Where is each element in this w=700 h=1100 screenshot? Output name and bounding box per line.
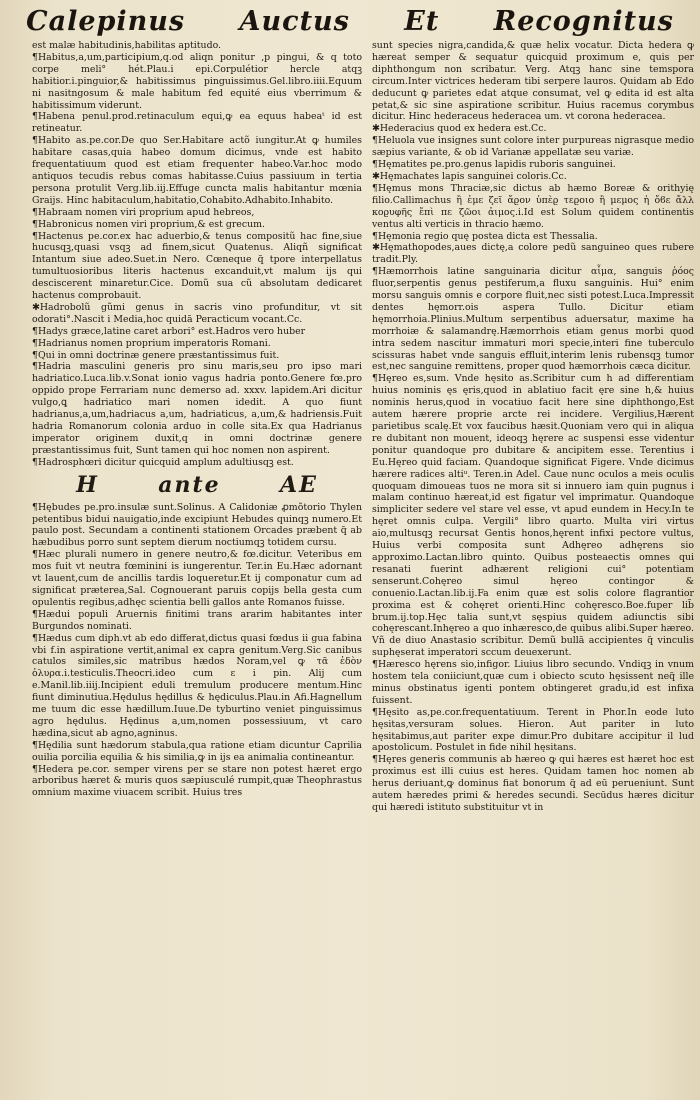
dictionary-entry: ¶Habraam nomen viri proprium apud hebreos, xyxy=(32,206,255,218)
dictionary-entry: sunt species nigra,candida,& quæ helix vocatur. Dicta hedera ꝙ hæreat semper & sequatur quicquid proximum e, quis per diphthongum non scribatur. Verg. Atqꝫ hanc sine temspora circum.Inter victrices hederam tibi serpere lauros. Quidam ab Edo deducunt ꝙ parietes edat atque consumat, vel ꝙ edita id est alta petat,& sic sine aspiratione scribitur. Huius racemus corymbus dicitur. Hinc hederaceus hederacea um. vt corona hederacea. xyxy=(372,40,694,123)
dictionary-entry: ¶Hæresco hęrens sio,infigor. Liuius libro secundo. Vndiqꝫ in vnum hostem tela coniiciunt,quæ cum i obiecto scuto hęsissent neq̃ ille minus obstinatus igenti pontem obtingeret gradu,id est infixa fuissent. xyxy=(372,659,694,706)
running-header xyxy=(0,6,700,44)
header-word: Auctus xyxy=(239,6,350,37)
left-text-column xyxy=(32,40,362,799)
dictionary-entry: est malæ habitudinis,habilitas aptitudo. xyxy=(32,40,222,51)
right-text-column xyxy=(372,40,694,814)
dictionary-entry: ¶Hęres generis communis ab hæreo ꝙ qui hæres est hæret hoc est proximus est illi cuius est heres. Quidam tamen hoc nomen ab herus deriuant,ꝙ dominus fiat bonorum q̃ ad eū perueniunt. Sunt autem hæredes primi & heredes secundi. Secūdus hæres dicitur qui hæredi istituto substituitur vt in xyxy=(372,754,694,813)
section-heading-left: H xyxy=(76,471,99,498)
dictionary-entry: ✱Hadrobolũ gũmi genus in sacris vino profunditur, vt sit odorati°.Nascit i Media,hoc quidā Peracticum vocant.Cc. xyxy=(32,301,362,325)
dictionary-entry: ¶Hędilia sunt hædorum stabula,qua ratione etiam dicuntur Caprilia ouilia porcilia equilia & his similia,ꝙ in ijs ea animalia contineantur. xyxy=(32,739,362,763)
dictionary-entry: ¶Qui in omni doctrinæ genere præstantissimus fuit. xyxy=(32,349,280,361)
dictionary-entry: ¶Hæmorrhois latine sanguinaria dicitur αἷμα, sanguis ῥόος fluor,serpentis genus pestiferum,a fluxu sanguinis. Hui° enim morsu sanguis omnis e corpore fluit,nec sisti potest.Luca.Impressit dentes hęmorr.ois aspera Tullo. Dicitur etiam hęmorrhoia.Plinius.Multum serpentibus aduersatur, maxime ha morrhoiæ & salamandrę.Hæmorrhois etiam genus morbi quod intra sedem nascitur immaturi mori specie,interi fine tuberculo scissuras habet vnde sanguis effluit,interim lenis rubensqꝫ tumor est,nec sanguine remittens, proper quod hæmorrhois cæca dicitur. xyxy=(372,266,694,373)
dictionary-entry: ¶Hęsito as,pe.cor.frequentatiuum. Terent in Phor.In eode luto hęsitas,versuram solues. Hieron. Aut pariter in luto hęsitabimus,aut pariter expe dimur.Pro dubitare accipitur il lud apostolicum. Postulet in fide nihil hęsitans. xyxy=(372,706,694,754)
dictionary-entry: ¶Hęmonia regio quę postea dicta est Thessalia. xyxy=(372,230,598,242)
dictionary-entry: ✱Hęmachates lapis sanguinei coloris.Cc. xyxy=(372,170,567,182)
dictionary-entry: ¶Hactenus pe.cor.ex hac aduerbio,& tenus compositũ hac fine,siue hucusqꝫ,quasi vsqꝫ ad finem,sicut Quatenus. Aliqñ significat Intantum siue adeo.Suet.in Nero. Cœneque q̃ tpore interpellatus tumultuosioribus literis hactenus excanduit,vt malum ijs qui desciscerent minaretur.Cice. Domũ sua cũ absolutam dedicaret hactenus comprobauit. xyxy=(32,230,362,302)
dictionary-entry: ¶Hębudes pe.pro.insulæ sunt.Solinus. A Calidoniæ ꝓmõtorio Thylen petentibus bidui nauigatio,inde excipiunt Hebudes quinqꝫ numero.Et paulo post. Secundam a continenti stationem Orcades præbent q̃ ab hæbudibus porro sunt septem dierum noctiumqꝫ totidem cursu. xyxy=(32,501,362,549)
dictionary-entry: ¶Habito as.pe.cor.De quo Ser.Habitare actõ iungitur.At ꝙ humiles habitare casas,quia habeo domum dicimus, vnde est habito frequentatiuum quod est etiam frequenter habeo.Var.hoc modo antiquos tecudis rebus comas habitasse.Cuius passiuum in tertia persona protulit Verg.lib.iij.Effuge cuncta malis habitantur mœnia Graijs. Hinc habitaculum,habitatio,Cohabito.Adhabito.Inhabito. xyxy=(32,135,362,206)
dictionary-entry: ¶Hadria masculini generis pro sinu maris,seu pro ipso mari hadriatico.Luca.lib.v.Sonat ionio vagus hadria ponto.Genere fœ.pro oppido prope Ferrariam nunc demerso ad. xxxv. lapidem.Ari dicitur vulgo,ꝗ hadriatico mari nomen idedit. A quo fiunt hadrianus,a,um,hadriacus a,um, hadriaticus, a,um,& hadriensis.Fuit hadria Romanorum colonia arduo in colle sita.Ex qua Hadrianus imperator originem duxit,q in omni doctrinæ genere præstantissimus fuit, Sunt tamen qui hoc nomen non aspirent. xyxy=(32,361,362,456)
dictionary-entry: ¶Hęmus mons Thraciæ,sic dictus ab hæmo Boreæ & orithyię filio.Callimachus ἢ ἐμε ζεῖ ἄϱον ὑπὲϱ τεϱοιο ἢ μεμος ἡ ὄϐε ἄλλ κοϱυφῆς ἔπὶ πε ζῶοι ἀιμος.i.Id est Solum quidem continentis ventus alti verticis in thracio hæmo. xyxy=(372,182,694,230)
dictionary-entry: ¶Hadrianus nomen proprium imperatoris Romani. xyxy=(32,337,271,349)
dictionary-entry: ¶Hæc plurali numero in genere neutro,& fœ.dicitur. Veteribus em mos fuit vt neutra fœminini is iungerentur. Ter.in Eu.Hæc adornant vt lauent,cum de ancillis tardis loqueretur.Et ij componatur cum ad significat præterea,Sal. Cognouerant paruis copijs bella gesta cum opulentis regibus,adhęc scientia belli gallos ante Romanos fuisse. xyxy=(32,549,362,608)
section-heading-right: AE xyxy=(280,471,318,498)
header-word: Et xyxy=(404,6,440,37)
dictionary-entry: ¶Hęreo es,sum. Vnde hęsito as.Scribitur cum h ad differentiam huius nominis ęs ęris,quod in ablatiuo facit ęre sine h,& huius nominis herus,quod in vocatiuo facit here sine diphthongo,Est autem hærere proprie arcte rei incidere. Vergilius,Hærent parietibus scalę.Et vox faucibus hæsit.Quoniam vero qui in aliqua re dubitant non mouent, ideoqꝫ hęrere ac suspensi esse videntur ponitur quandoque pro dubitare & ancipitem esse. Terentius i Eu.Hęreo quid faciam. Quandoque significat Figere. Vnde dicimus hærere radices altiᵘ. Teren.in Adel. Caue nunc oculos a meis oculis quoquam dimoueas tuos ne mora sit si innuero iam quin pugnus i malam continuo hæreat,id est figatur vel imprimatur. Quandoque simpliciter sedere vel stare vel esse, vt apud eundem in Hecy.In te hęret omnis culpa. Vergili° libro quarto. Multa viri virtus aio,multusqꝫ recursat Gentis honos,hęrent infixi pectore vultus, Huius verbi composita sunt Adhęreo adhęrens sio approximo.Lactan.libro quinto. Quibus posteaectis omnes qui resanati fuerint adhærent religioni cui° potentiam senserunt.Cohęreo simul hęreo contingor & conuenio.Lactan.lib.ij.Fa enim quæ est solis colore flagrantior proxima est & cohęret orienti.Hinc cohęresco.Boe.fuper lib̃ brum.ij.top.Hęc talia sunt,vt sęspius quidem adiunctis sibi cohęrescant.Inhęreo a quo inhæresco,de quibus alibi.Super hæreo. Vñ de diuo Anastasio scribitur. Demũ bullā accipientes q̃ vinculis suphęserat imperatori sccum deuexerunt. xyxy=(372,373,694,659)
dictionary-entry: ¶Habronicus nomen viri proprium,& est grecum. xyxy=(32,218,266,230)
dictionary-entry: ¶Hadys græce,latine caret arbori° est.Hadros vero huber xyxy=(32,325,306,337)
dictionary-entry: ¶Habitus,a,um,participium,q.od aliqn ponitur ,p pingui, & q toto corpe meli° hét.Plau.i epi.Corpulétior hercle atqꝫ habitior.i.pinguior,& habitissimus pinguissimus.Gel.libro.iiii.Equum ni nasitngosum & male habitum fed equité eius vberrimum & habitissimum viderunt. xyxy=(32,51,362,111)
dictionary-entry: ¶Hęmatites pe.pro.genus lapidis ruboris sanguinei. xyxy=(372,159,616,171)
dictionary-entry: ¶Heluola vue insignes sunt colore inter purpureas nigrasque medio sæpius variante, & ob id Varianæ appellatæ seu variæ. xyxy=(372,135,694,159)
dictionary-entry: ¶Hadrosphœri dicitur quicquid amplum adultiusqꝫ est. xyxy=(32,456,294,468)
header-word: Recognitus xyxy=(493,6,674,37)
dictionary-entry: ¶Habena penul.prod.retinaculum equi,ꝙ ea equus habeaᵗ id est retineatur. xyxy=(32,111,362,135)
section-heading xyxy=(32,472,362,498)
dictionary-entry: ¶Hædus cum diph.vt ab edo differat,dictus quasi fœdus ii gua fabina vbi f.in aspiratione vertit,animal ex capra genitum.Verg.Sic canibus catulos similes,sic matribus hædos Noram,vel ꝙ τᾶ ἐδὸν ὀλυρα.i.testiculis.Theocri.ideo cum ɛ i pin. Alij cum e.Manil.lib.iiij.Incipient eduli tremulum producere mentum.Hinc fiunt diminutiua.Hędulus hędillus & hędiculus.Plau.in Afi.Hagnellum me tuum dic esse hædillum.Iuue.De tyburtino veniet pinguissimus agro hędulus. Hędinus a,um,nomen possessiuum, vt caro hædina,sicut ab agno,agninus. xyxy=(32,632,362,739)
dictionary-entry: ¶Hedera pe.cor. semper virens per se stare non potest hæret ergo arboribus hæret & muris quos sæpiusculé rumpit,quæ Theophrastus omnium maxime viuacem scribit. Huius tres xyxy=(32,763,362,799)
section-heading-middle: ante xyxy=(158,471,221,498)
header-word: Calepinus xyxy=(26,6,186,37)
dictionary-entry: ✱Hederacius quod ex hedera est.Cc. xyxy=(372,123,547,135)
dictionary-entry: ✱Hęmathopodes,aues dictę,a colore pedũ sanguineo ques rubere tradit.Ply. xyxy=(372,242,694,266)
dictionary-entry: ¶Hædui populi Aruernis finitimi trans ararim habitantes inter Burgundos nominati. xyxy=(32,608,362,632)
